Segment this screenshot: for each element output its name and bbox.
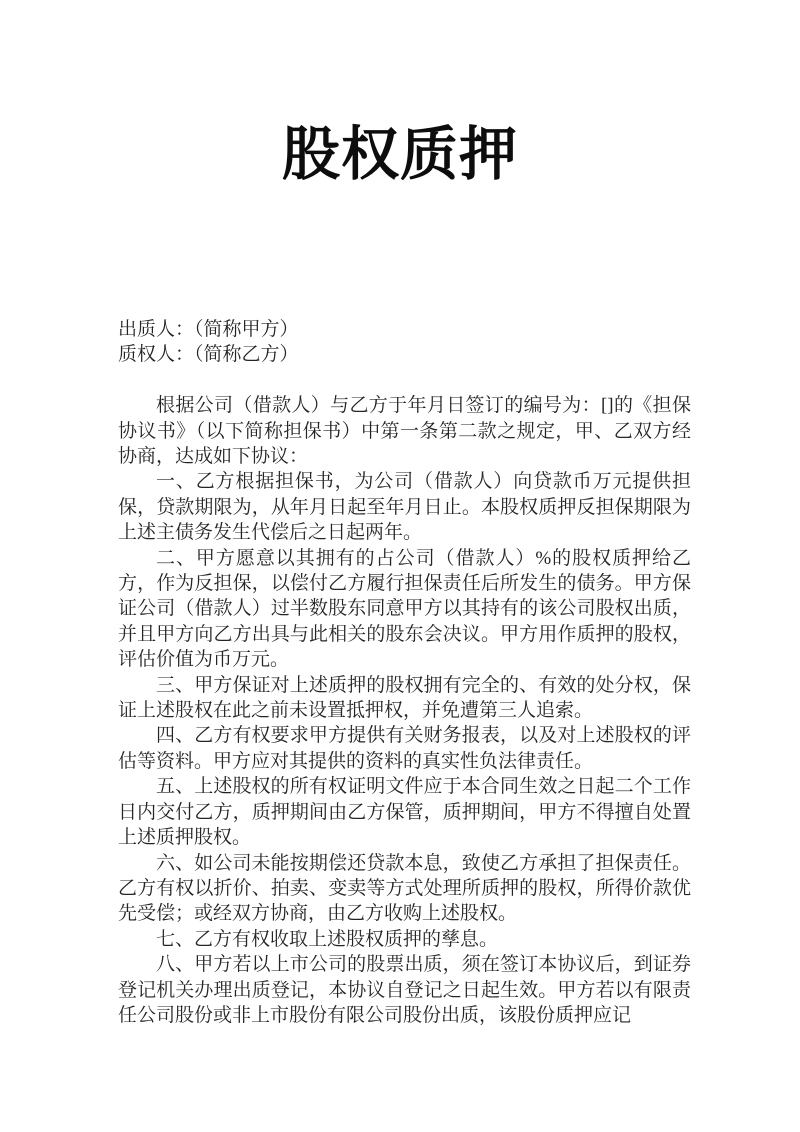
clause-2: 二、甲方愿意以其拥有的占公司（借款人）%的股权质押给乙方，作为反担保，以偿付乙方履行担保责任后所发生的债务。甲方保证公司（借款人）过半数股东同意甲方以其持有的该公司股权出质，并且甲方向乙方出具与此相关的股东会决议。甲方用作质押的股权，评估价值为币万元。 <box>118 547 691 671</box>
clause-3: 三、甲方保证对上述质押的股权拥有完全的、有效的处分权，保证上述股权在此之前未设置抵押权，并免遭第三人追索。 <box>118 674 691 722</box>
clause-8: 八、甲方若以上市公司的股票出质，须在签订本协议后，到证券登记机关办理出质登记，本协议自登记之日起生效。甲方若以有限责任公司股份或非上市股份有限公司股份出质，该股份质押应记 <box>118 954 691 1026</box>
clause-4: 四、乙方有权要求甲方提供有关财务报表，以及对上述股权的评估等资料。甲方应对其提供的资料的真实性负法律责任。 <box>118 725 691 772</box>
clause-7: 七、乙方有权收取上述股权质押的孳息。 <box>156 928 499 950</box>
party-line-pledgee: 质权人：（简称乙方） <box>118 344 299 366</box>
party-line-pledgor: 出质人：（简称甲方） <box>118 319 299 340</box>
document-title: 股权质押 <box>281 122 518 187</box>
clause-6: 六、如公司未能按期偿还贷款本息，致使乙方承担了担保责任。乙方有权以折价、拍卖、变卖等方式处理所质押的股权，所得价款优先受偿；或经双方协商，由乙方收购上述股权。 <box>118 852 691 925</box>
document-body <box>118 317 691 1028</box>
clause-1: 一、乙方根据担保书，为公司（借款人）向贷款币万元提供担保，贷款期限为，从年月日起至年月日止。本股权质押反担保期限为上述主债务发生代偿后之日起两年。 <box>118 471 691 544</box>
clause-5: 五、上述股权的所有权证明文件应于本合同生效之日起二个工作日内交付乙方，质押期间由乙方保管，质押期间，甲方不得擅自处置上述质押股权。 <box>118 776 691 849</box>
preamble-paragraph: 根据公司（借款人）与乙方于年月日签订的编号为：[]的《担保协议书》（以下简称担保书）中第一条第二款之规定，甲、乙双方经协商，达成如下协议： <box>118 395 691 468</box>
